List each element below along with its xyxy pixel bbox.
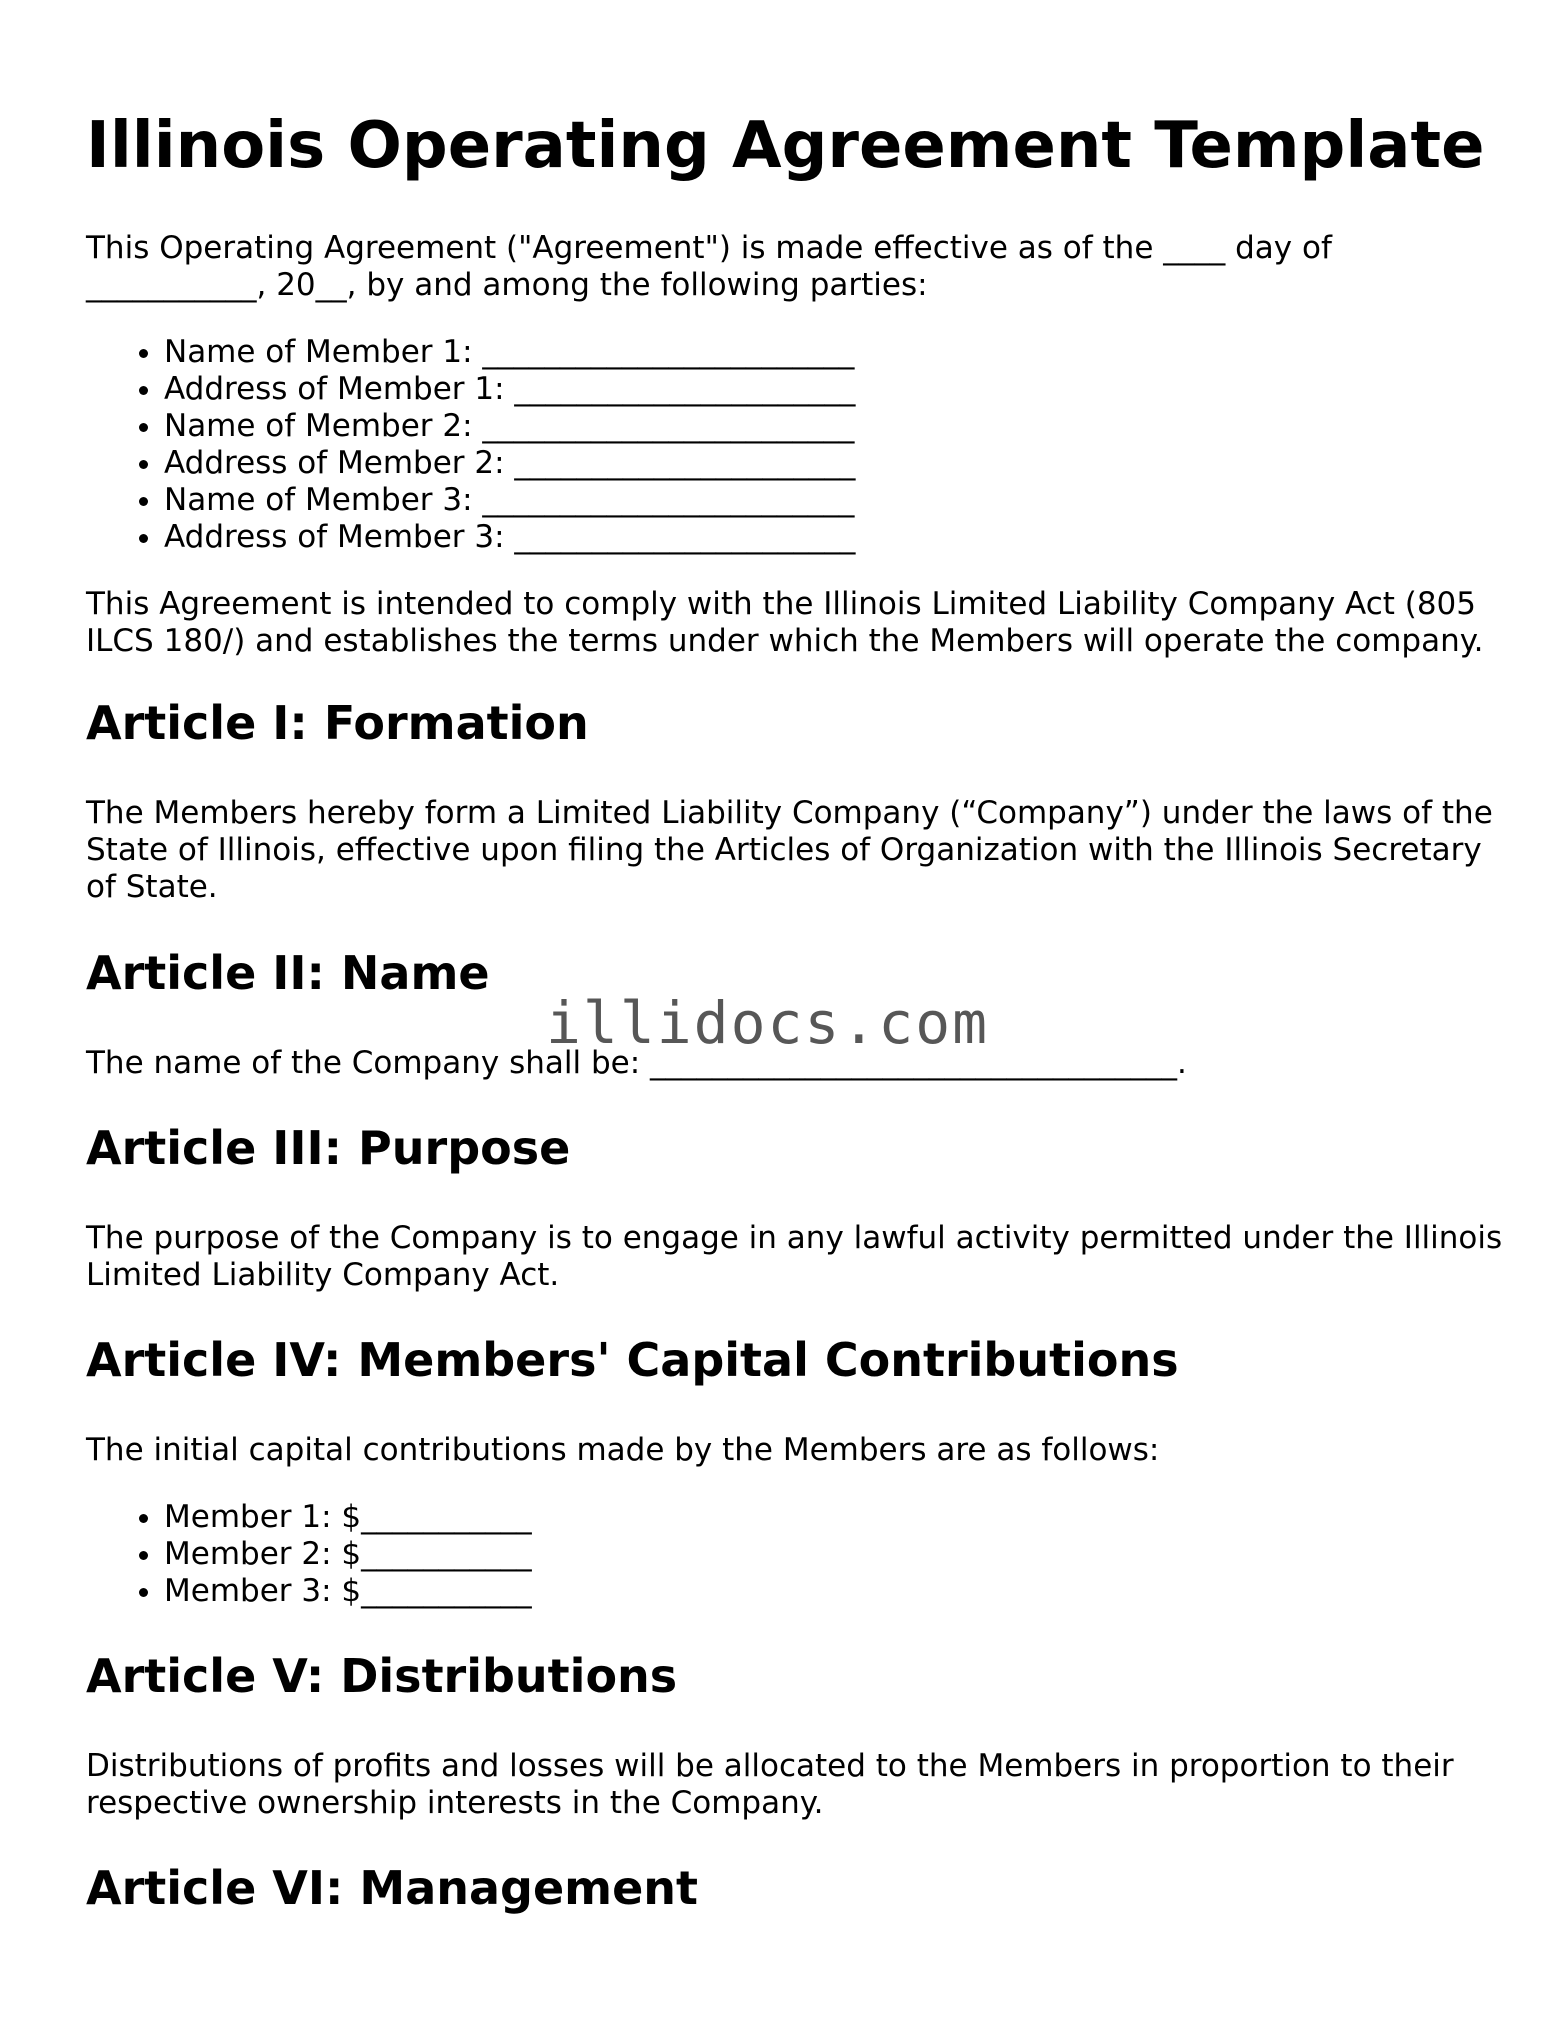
member-list-item: • Address of Member 3: ______________________ <box>164 519 1486 556</box>
contribution-list-item: • Member 3: $___________ <box>164 1573 1486 1610</box>
compliance-paragraph: This Agreement is intended to comply with the Illinois Limited Liability Company Act (805 ILCS 180/) and establishes the terms under which the Members will operate the company. <box>86 586 1484 659</box>
article-name-text: The name of the Company shall be: __________________________________. <box>86 1045 1187 1081</box>
article-purpose-text: The purpose of the Company is to engage in any lawful activity permitted under the Illinois Limited Liability Company Act. <box>86 1220 1503 1293</box>
contribution-list <box>86 1499 1486 1610</box>
article-distributions-text: Distributions of profits and losses will be allocated to the Members in proportion to their respective ownership interests in the Company. <box>86 1748 1454 1821</box>
article-name-heading: Article II: Name <box>86 946 490 1000</box>
intro-paragraph: This Operating Agreement ("Agreement") is made effective as of the ____ day of ___________, 20__, by and among the following parties: <box>86 230 1332 303</box>
member-list-item: • Name of Member 3: ________________________ <box>164 482 1486 519</box>
member-list <box>86 334 1486 556</box>
member-list-item: • Name of Member 2: ________________________ <box>164 408 1486 445</box>
article-purpose-heading: Article III: Purpose <box>86 1121 571 1175</box>
article-capital-text: The initial capital contributions made by the Members are as follows: <box>86 1432 1160 1468</box>
member-list-item: • Address of Member 2: ______________________ <box>164 445 1486 482</box>
member-list-item: • Address of Member 1: ______________________ <box>164 371 1486 408</box>
article-formation-text: The Members hereby form a Limited Liability Company (“Company”) under the laws of the State of Illinois, effective upon filing the Articles of Organization with the Illinois Secretary of State. <box>86 795 1493 905</box>
document-page <box>86 0 1503 1916</box>
contribution-list-item: • Member 2: $___________ <box>164 1536 1486 1573</box>
watermark: illidocs.com <box>546 989 990 1057</box>
article-distributions-heading: Article V: Distributions <box>86 1649 678 1703</box>
contribution-list-item: • Member 1: $___________ <box>164 1499 1486 1536</box>
article-capital-heading: Article IV: Members' Capital Contributions <box>86 1333 1179 1387</box>
article-formation-heading: Article I: Formation <box>86 696 589 750</box>
article-management-heading: Article VI: Management <box>86 1861 699 1915</box>
member-list-item: • Name of Member 1: ________________________ <box>164 334 1486 371</box>
document-title: Illinois Operating Agreement Template <box>86 109 1485 183</box>
